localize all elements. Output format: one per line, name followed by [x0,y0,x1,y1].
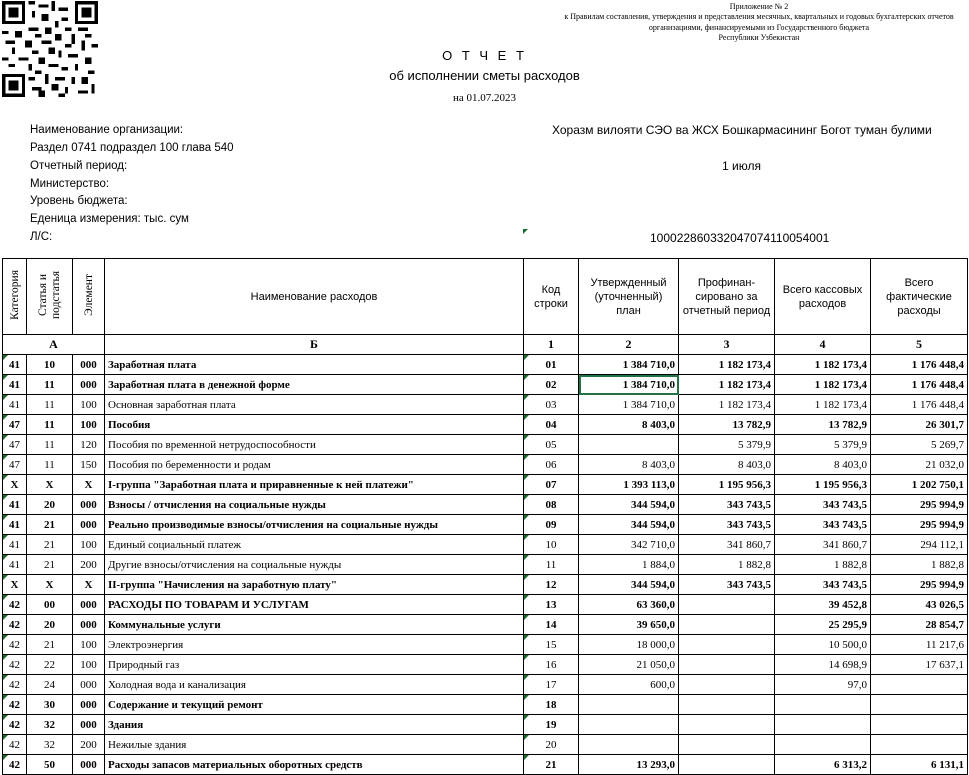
row-code[interactable]: 04 [524,415,579,435]
row-cash[interactable]: 1 182 173,4 [775,375,871,395]
row-plan[interactable]: 63 360,0 [579,595,679,615]
cell-marker [3,455,8,460]
col-name-header: Наименование расходов [105,259,524,335]
col-cash-header: Всего кассовых расходов [775,259,871,335]
cell-marker [524,575,529,580]
cell-marker [524,635,529,640]
row-name[interactable]: Электроэнергия [105,635,524,655]
cell-marker [524,735,529,740]
row-category[interactable]: 47 [3,455,27,475]
cell-marker [3,395,8,400]
row-code[interactable]: 09 [524,515,579,535]
row-financed[interactable]: 8 403,0 [679,455,775,475]
cell-marker [524,375,529,380]
row-category[interactable]: X [3,575,27,595]
row-category[interactable]: 47 [3,435,27,455]
row-element[interactable]: 000 [73,675,105,695]
table-row [3,655,968,675]
row-element[interactable]: 000 [73,755,105,775]
row-cash[interactable]: 343 743,5 [775,515,871,535]
row-article[interactable]: 00 [27,595,73,615]
row-code[interactable]: 20 [524,735,579,755]
expense-table [2,258,968,775]
row-cash[interactable]: 343 743,5 [775,495,871,515]
row-category[interactable]: 41 [3,355,27,375]
row-cash[interactable]: 1 182 173,4 [775,395,871,415]
row-plan[interactable]: 39 650,0 [579,615,679,635]
appendix-line: организациями, финансируемыми из Государственного бюджета [648,22,870,32]
row-code[interactable]: 05 [524,435,579,455]
row-code[interactable]: 01 [524,355,579,375]
cell-marker [3,535,8,540]
table-row [3,555,968,575]
row-actual[interactable] [871,695,968,715]
cell-marker [524,695,529,700]
cell-marker [3,755,8,760]
row-code[interactable]: 16 [524,655,579,675]
row-financed[interactable]: 1 182 173,4 [679,355,775,375]
row-element[interactable]: 000 [73,355,105,375]
period-label: Отчетный период: [30,160,128,172]
row-actual[interactable]: 1 882,8 [871,555,968,575]
row-code[interactable]: 13 [524,595,579,615]
cell-marker [523,229,528,234]
row-cash[interactable]: 39 452,8 [775,595,871,615]
row-financed[interactable]: 341 860,7 [679,535,775,555]
letter-3: 3 [679,335,775,355]
letter-1: 1 [524,335,579,355]
row-category[interactable]: 42 [3,715,27,735]
row-plan[interactable]: 8 403,0 [579,415,679,435]
cell-marker [3,695,8,700]
row-name[interactable]: Пособия по временной нетрудоспособности [105,435,524,455]
row-category[interactable]: 41 [3,555,27,575]
row-name[interactable]: Основная заработная плата [105,395,524,415]
row-actual[interactable] [871,715,968,735]
row-actual[interactable]: 6 131,1 [871,755,968,775]
table-row [3,695,968,715]
row-actual[interactable]: 28 854,7 [871,615,968,635]
appendix-line: Республики Узбекистан [718,33,800,43]
row-financed[interactable] [679,735,775,755]
row-name[interactable]: I-группа "Заработная плата и приравненные к ней платежи" [105,475,524,495]
row-cash[interactable]: 341 860,7 [775,535,871,555]
cell-marker [524,515,529,520]
row-cash[interactable] [775,695,871,715]
row-code[interactable]: 10 [524,535,579,555]
row-element[interactable]: X [73,575,105,595]
row-financed[interactable] [679,655,775,675]
row-element[interactable]: 120 [73,435,105,455]
row-category[interactable]: 41 [3,515,27,535]
cell-marker [524,455,529,460]
row-code[interactable]: 07 [524,475,579,495]
row-element[interactable]: 100 [73,395,105,415]
row-name[interactable]: Расходы запасов материальных оборотных средств [105,755,524,775]
row-financed[interactable]: 343 743,5 [679,515,775,535]
row-financed[interactable] [679,695,775,715]
report-title: О Т Ч Е Т [442,48,527,63]
row-category[interactable]: 41 [3,395,27,415]
row-article[interactable]: 21 [27,535,73,555]
table-row [3,615,968,635]
cell-marker [3,735,8,740]
cell-marker [3,595,8,600]
row-actual[interactable]: 26 301,7 [871,415,968,435]
row-element[interactable]: 100 [73,655,105,675]
row-actual[interactable]: 11 217,6 [871,635,968,655]
table-row [3,715,968,735]
row-category[interactable]: 41 [3,495,27,515]
row-cash[interactable]: 1 882,8 [775,555,871,575]
cell-marker [3,355,8,360]
row-name[interactable]: Реально производимые взносы/отчисления на социальные нужды [105,515,524,535]
table-row [3,755,968,775]
cell-marker [524,755,529,760]
letter-5: 5 [871,335,968,355]
row-category[interactable]: 42 [3,695,27,715]
row-actual[interactable]: 295 994,9 [871,495,968,515]
row-category[interactable]: X [3,475,27,495]
cell-marker [524,595,529,600]
cell-marker [3,715,8,720]
row-element[interactable]: 100 [73,415,105,435]
row-code[interactable]: 06 [524,455,579,475]
col-plan-header: Утвержденный (уточненный) план [579,259,679,335]
row-code[interactable]: 21 [524,755,579,775]
table-row [3,475,968,495]
row-actual[interactable] [871,675,968,695]
cell-marker [3,615,8,620]
row-name[interactable]: Заработная плата в денежной форме [105,375,524,395]
row-actual[interactable]: 1 176 448,4 [871,395,968,415]
row-plan[interactable] [579,735,679,755]
row-cash[interactable]: 5 379,9 [775,435,871,455]
row-article[interactable]: 30 [27,695,73,715]
row-plan[interactable] [579,435,679,455]
period-value: 1 июля [722,159,761,173]
row-element[interactable]: 200 [73,555,105,575]
col-financed-header: Профинан-сировано за отчетный период [679,259,775,335]
row-actual[interactable]: 1 202 750,1 [871,475,968,495]
row-plan[interactable]: 344 594,0 [579,495,679,515]
row-plan[interactable]: 13 293,0 [579,755,679,775]
row-actual[interactable]: 295 994,9 [871,575,968,595]
row-plan[interactable]: 18 000,0 [579,635,679,655]
row-name[interactable]: Холодная вода и канализация [105,675,524,695]
row-actual[interactable]: 1 176 448,4 [871,375,968,395]
row-financed[interactable]: 343 743,5 [679,495,775,515]
table-row [3,455,968,475]
cell-marker [3,495,8,500]
cell-marker [524,395,529,400]
row-code[interactable]: 17 [524,675,579,695]
row-code[interactable]: 14 [524,615,579,635]
row-name[interactable]: Пособия [105,415,524,435]
cell-marker [3,435,8,440]
row-code[interactable]: 11 [524,555,579,575]
row-article[interactable]: X [27,575,73,595]
row-financed[interactable]: 1 882,8 [679,555,775,575]
row-plan[interactable]: 600,0 [579,675,679,695]
cell-marker [524,435,529,440]
row-element[interactable]: 000 [73,595,105,615]
appendix-line: Приложение № 2 [729,2,789,11]
letter-a: А [3,335,105,355]
row-financed[interactable] [679,595,775,615]
cell-marker [3,375,8,380]
row-cash[interactable]: 14 698,9 [775,655,871,675]
report-date: на 01.07.2023 [452,92,517,104]
row-category[interactable]: 42 [3,595,27,615]
row-code[interactable]: 19 [524,715,579,735]
row-financed[interactable]: 13 782,9 [679,415,775,435]
row-actual[interactable] [871,735,968,755]
row-code[interactable]: 03 [524,395,579,415]
col-category-header: Категория [3,259,27,335]
row-actual[interactable]: 21 032,0 [871,455,968,475]
row-cash[interactable]: 1 195 956,3 [775,475,871,495]
row-category[interactable]: 42 [3,615,27,635]
row-cash[interactable] [775,715,871,735]
row-category[interactable]: 42 [3,675,27,695]
row-plan[interactable]: 344 594,0 [579,575,679,595]
row-name[interactable]: Нежилые здания [105,735,524,755]
row-article[interactable]: 20 [27,615,73,635]
budget-label: Уровень бюджета: [30,195,128,207]
row-financed[interactable] [679,675,775,695]
cell-marker [3,575,8,580]
row-actual[interactable]: 295 994,9 [871,515,968,535]
row-cash[interactable]: 1 182 173,4 [775,355,871,375]
row-code[interactable]: 18 [524,695,579,715]
row-name[interactable]: Коммунальные услуги [105,615,524,635]
cell-marker [3,655,8,660]
cell-marker [524,355,529,360]
row-cash[interactable]: 8 403,0 [775,455,871,475]
row-name[interactable]: Пособия по беременности и родам [105,455,524,475]
row-plan[interactable]: 1 884,0 [579,555,679,575]
row-cash[interactable]: 10 500,0 [775,635,871,655]
row-category[interactable]: 42 [3,655,27,675]
row-financed[interactable] [679,715,775,735]
row-cash[interactable]: 343 743,5 [775,575,871,595]
table-row [3,355,968,375]
row-financed[interactable] [679,615,775,635]
table-row [3,575,968,595]
row-element[interactable]: 000 [73,495,105,515]
cell-marker [3,475,8,480]
table-row [3,435,968,455]
row-category[interactable]: 42 [3,635,27,655]
row-cash[interactable] [775,735,871,755]
row-category[interactable]: 41 [3,375,27,395]
cell-marker [3,675,8,680]
table-row [3,595,968,615]
row-cash[interactable]: 97,0 [775,675,871,695]
row-plan[interactable]: 21 050,0 [579,655,679,675]
cell-marker [524,535,529,540]
cell-marker [524,475,529,480]
row-financed[interactable]: 1 182 173,4 [679,375,775,395]
row-name[interactable]: II-группа "Начисления на заработную плату" [105,575,524,595]
section-line: Раздел 0741 подраздел 100 глава 540 [30,142,234,154]
row-article[interactable]: 11 [27,455,73,475]
row-element[interactable]: 000 [73,695,105,715]
row-financed[interactable] [679,635,775,655]
table-row [3,735,968,755]
row-plan[interactable]: 342 710,0 [579,535,679,555]
row-article[interactable]: 21 [27,515,73,535]
row-article[interactable]: 22 [27,655,73,675]
row-plan[interactable]: 1 384 710,0 [579,355,679,375]
row-financed[interactable]: 343 743,5 [679,575,775,595]
row-actual[interactable]: 294 112,1 [871,535,968,555]
row-element[interactable]: 100 [73,535,105,555]
cell-marker [524,675,529,680]
row-name[interactable]: Здания [105,715,524,735]
row-article[interactable]: 21 [27,555,73,575]
row-category[interactable]: 47 [3,415,27,435]
table-row [3,635,968,655]
col-code-header: Код строки [524,259,579,335]
table-row [3,515,968,535]
row-category[interactable]: 42 [3,755,27,775]
row-element[interactable]: 150 [73,455,105,475]
row-cash[interactable]: 6 313,2 [775,755,871,775]
row-plan[interactable]: 8 403,0 [579,455,679,475]
row-article[interactable]: 32 [27,715,73,735]
row-element[interactable]: 000 [73,615,105,635]
cell-marker [3,555,8,560]
appendix-note [532,2,969,44]
unit-label: Еденица измерения: тыс. сум [30,213,189,225]
table-row [3,375,968,395]
table-row [3,415,968,435]
row-article[interactable]: 11 [27,395,73,415]
letter-b: Б [105,335,524,355]
table-row [3,675,968,695]
row-article[interactable]: 10 [27,355,73,375]
row-name[interactable]: Природный газ [105,655,524,675]
row-element[interactable]: X [73,475,105,495]
table-row [3,535,968,555]
row-category[interactable]: 42 [3,735,27,755]
row-actual[interactable]: 43 026,5 [871,595,968,615]
row-name[interactable]: Взносы / отчисления на социальные нужды [105,495,524,515]
row-element[interactable]: 200 [73,735,105,755]
row-article[interactable]: 11 [27,415,73,435]
row-code[interactable]: 08 [524,495,579,515]
row-name[interactable]: Заработная плата [105,355,524,375]
org-value: Хоразм вилояти СЭО ва ЖСХ Бошкармасининг Богот туман булими [552,123,932,137]
row-actual[interactable]: 5 269,7 [871,435,968,455]
row-plan[interactable]: 344 594,0 [579,515,679,535]
report-subtitle: об исполнении сметы расходов [389,68,580,83]
row-name[interactable]: Содержание и текущий ремонт [105,695,524,715]
row-article[interactable]: 21 [27,635,73,655]
ministry-label: Министерство: [30,178,110,190]
cell-marker [3,415,8,420]
row-code[interactable]: 12 [524,575,579,595]
row-name[interactable]: РАСХОДЫ ПО ТОВАРАМ И УСЛУГАМ [105,595,524,615]
row-cash[interactable]: 13 782,9 [775,415,871,435]
row-actual[interactable]: 17 637,1 [871,655,968,675]
account-label: Л/С: [30,231,53,243]
row-element[interactable]: 000 [73,715,105,735]
col-actual-header: Всего фактические расходы [871,259,968,335]
row-article[interactable]: 50 [27,755,73,775]
row-name[interactable]: Другие взносы/отчисления на социальные нужды [105,555,524,575]
account-value: 100022860332047074110054001 [650,231,830,245]
row-plan[interactable]: 1 393 113,0 [579,475,679,495]
org-label: Наименование организации: [30,124,184,136]
row-element[interactable]: 000 [73,515,105,535]
row-article[interactable]: 32 [27,735,73,755]
row-plan[interactable] [579,695,679,715]
row-financed[interactable]: 1 182 173,4 [679,395,775,415]
row-plan[interactable] [579,715,679,735]
row-article[interactable]: 24 [27,675,73,695]
row-code[interactable]: 15 [524,635,579,655]
row-financed[interactable]: 1 195 956,3 [679,475,775,495]
col-element-header: Элемент [73,259,105,335]
row-element[interactable]: 100 [73,635,105,655]
row-cash[interactable]: 25 295,9 [775,615,871,635]
row-actual[interactable]: 1 176 448,4 [871,355,968,375]
table-row [3,395,968,415]
table-row [3,495,968,515]
row-category[interactable]: 41 [3,535,27,555]
cell-marker [524,415,529,420]
row-article[interactable]: 11 [27,375,73,395]
cell-marker [524,495,529,500]
letter-4: 4 [775,335,871,355]
cell-marker [524,615,529,620]
row-article[interactable]: 11 [27,435,73,455]
row-plan[interactable]: 1 384 710,0 [579,395,679,415]
cell-marker [3,635,8,640]
cell-marker [524,555,529,560]
col-article-header: Статья и подстатья [27,259,73,335]
row-article[interactable]: X [27,475,73,495]
row-code[interactable]: 02 [524,375,579,395]
cell-marker [3,515,8,520]
cell-marker [524,655,529,660]
row-name[interactable]: Единый социальный платеж [105,535,524,555]
row-article[interactable]: 20 [27,495,73,515]
row-financed[interactable]: 5 379,9 [679,435,775,455]
cell-marker [524,715,529,720]
appendix-line: к Правилам составления, утверждения и представления месячных, квартальных и годовых бухгалтерских отчетов [564,12,954,22]
letter-2: 2 [579,335,679,355]
row-plan[interactable]: 1 384 710,0 [579,375,679,395]
row-financed[interactable] [679,755,775,775]
row-element[interactable]: 000 [73,375,105,395]
